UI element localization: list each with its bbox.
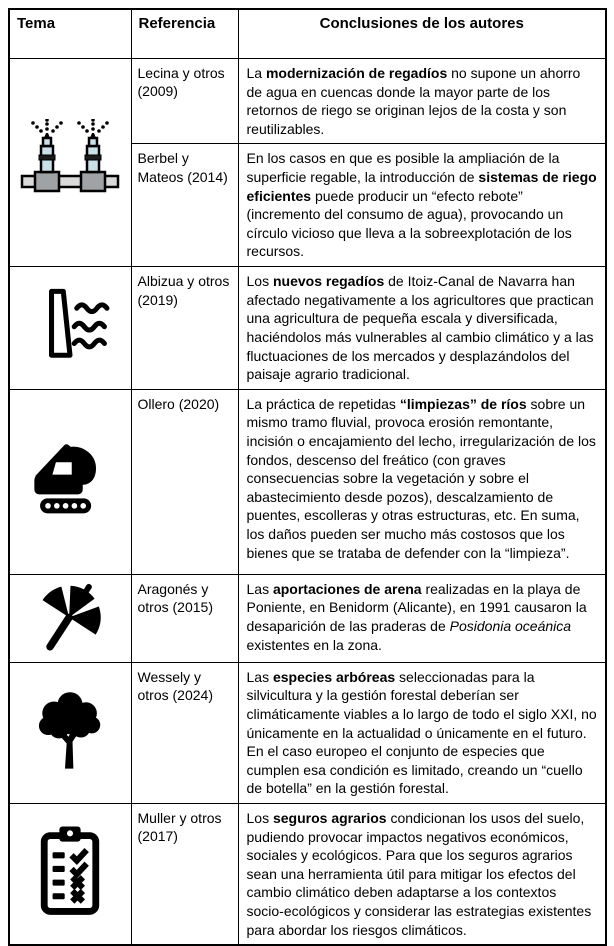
conclusion-bold-text: nuevos regadíos (272, 273, 385, 290)
tema-cell (9, 389, 131, 574)
conclusion-text: existentes en la zona. (246, 636, 382, 653)
tema-cell (9, 804, 131, 946)
beach-umbrella-icon (24, 576, 116, 656)
conclusion-text: de Itoiz-Canal de Navarra han afectado negativamente a los agricultores que practican una agricultura de pequeña escala y diversificada, haciéndolos más vulnerables al cambio climático y a las fluctuaciones de los mercados y desplazándolos del paisaje agrario tradicional. (246, 273, 594, 383)
table-row (9, 59, 606, 144)
conclusion-italic-text: Posidonia oceánica (449, 617, 572, 634)
sprinklers-irrigation-icon (20, 119, 120, 201)
conclusion-cell (238, 144, 606, 267)
conclusion-text: Las (246, 668, 273, 685)
reference-cell: Aragonés y otros (2015) (131, 574, 238, 662)
conclusion-bold-text: seguros agrarios (272, 810, 387, 827)
conclusion-bold-text: sistemas de riego eficientes (246, 169, 597, 204)
conclusion-text: no supone un ahorro de agua en cuencas donde la mayor parte de los retornos de riego se originan lejos de la costa y son reutilizables. (246, 65, 581, 137)
conclusion-cell (238, 574, 606, 662)
conclusion-bold-text: especies arbóreas (272, 668, 396, 685)
dam-water-icon (28, 283, 112, 367)
column-header-conclusiones: Conclusiones de los autores (238, 9, 606, 59)
tema-cell (9, 59, 131, 267)
reference-cell: Muller y otros (2017) (131, 804, 238, 946)
table-header (9, 9, 606, 59)
excavator-icon (26, 433, 114, 525)
table-body (9, 59, 606, 946)
reference-cell: Lecina y otros (2009) (131, 59, 238, 144)
conclusion-text: sobre un mismo tramo fluvial, provoca erosión remontante, incisión o encajamiento del lecho, irregularización de los fondos, descenso del freático (con graves consecuencias sobre la vegetación y sobre el abastecimiento desde pozos), descalzamiento de puentes, escolleras y otras estructuras, etc. En suma, los daños pueden ser mucho más costosos que los bienes que se trataba de defender con la “limpieza”. (246, 395, 596, 561)
clipboard-checklist-icon (32, 825, 108, 919)
table-row (9, 662, 606, 803)
conclusion-text: realizadas en la playa de Poniente, en Benidorm (Alicante), en 1991 causaron la desaparición de las praderas de (246, 580, 587, 634)
conclusion-cell (238, 804, 606, 946)
conclusion-text: condicionan los usos del suelo, pudiendo provocar impactos negativos económicos, sociales y ecológicos. Para que los seguros agrarios sean una herramienta útil para mitigar los efectos del cambio climático deben adaptarse a los contextos socio-ecológicos y considerar las estrategias existentes para abordar los riesgos climáticos. (246, 810, 592, 938)
conclusion-text: Los (246, 273, 273, 290)
table-row (9, 574, 606, 662)
conclusion-text: seleccionadas para la silvicultura y la gestión forestal deberían ser climáticamente viables a lo largo de todo el siglo XXI, no únicamente en la actualidad o únicamente en el futuro. En el caso europeo el conjunto de especies que cumplen esa condición es limitado, creando un “cuello de botella” en la gestión forestal. (246, 668, 597, 797)
conclusion-text: Los (246, 810, 273, 827)
reference-cell: Wessely y otros (2024) (131, 662, 238, 803)
table-row (9, 267, 606, 390)
conclusion-bold-text: aportaciones de arena (272, 580, 422, 597)
tema-cell (9, 662, 131, 803)
tree-icon (28, 686, 112, 774)
table-row (9, 804, 606, 946)
conclusion-text: La (246, 65, 266, 81)
tema-cell (9, 267, 131, 390)
column-header-referencia: Referencia (131, 9, 238, 59)
reference-cell: Ollero (2020) (131, 389, 238, 574)
conclusion-text: puede producir un “efecto rebote” (incremento del consumo de agua), provocando un círculo vicioso que lleva a la sobreexplotación de los recursos. (246, 187, 572, 260)
conclusion-text: En los casos en que es posible la ampliación de la superficie regable, la introducción de (246, 150, 560, 186)
conclusion-cell (238, 389, 606, 574)
reference-cell: Berbel y Mateos (2014) (131, 144, 238, 267)
header-row (9, 9, 606, 59)
conclusion-cell (238, 59, 606, 144)
conclusion-cell (238, 662, 606, 803)
summary-table (8, 8, 607, 946)
conclusion-bold-text: “limpiezas” de ríos (399, 395, 527, 412)
tema-cell (9, 574, 131, 662)
conclusion-text: La práctica de repetidas (246, 395, 400, 412)
conclusion-cell (238, 267, 606, 390)
column-header-tema: Tema (9, 9, 131, 59)
reference-cell: Albizua y otros (2019) (131, 267, 238, 390)
conclusion-bold-text: modernización de regadíos (265, 65, 448, 81)
conclusion-text: Las (246, 580, 273, 597)
table-row (9, 389, 606, 574)
